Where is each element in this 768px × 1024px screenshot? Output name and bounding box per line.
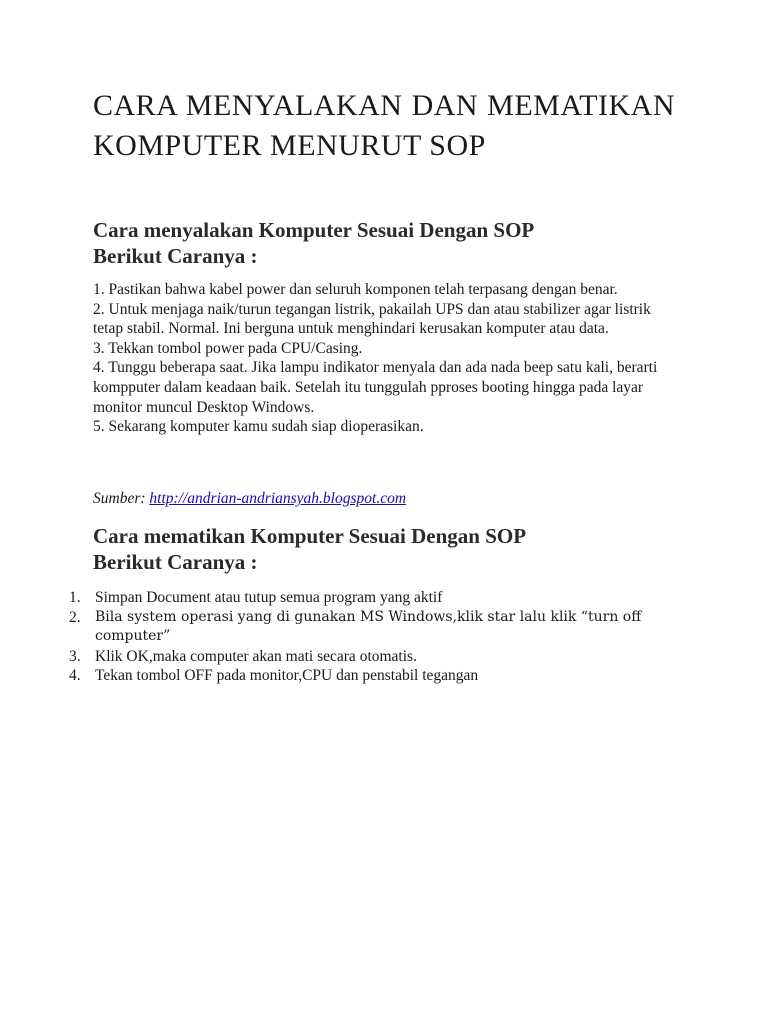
step-item: 2. Untuk menjaga naik/turun tegangan listrik, pakailah UPS dan atau stabilizer agar listrik tetap stabil. Normal. Ini berguna untuk menghindari kerusakan komputer atau data.: [93, 300, 651, 338]
list-item-text: Klik OK,maka computer akan mati secara otomatis.: [95, 647, 417, 665]
section2-heading-line1: Cara mematikan Komputer Sesuai Dengan SOP: [93, 524, 527, 548]
power-on-steps: [93, 280, 678, 437]
list-item-number: 4.: [69, 667, 81, 685]
section1-heading: [93, 217, 673, 269]
source-link[interactable]: http://andrian-andriansyah.blogspot.com: [149, 490, 407, 507]
list-item-number: 3.: [69, 647, 81, 665]
step-item: 3. Tekkan tombol power pada CPU/Casing.: [93, 339, 363, 357]
list-item-number: 1.: [69, 589, 81, 606]
step-item: 5. Sekarang komputer kamu sudah siap dioperasikan.: [93, 418, 424, 436]
list-item: [62, 666, 682, 686]
source-line: [93, 489, 406, 509]
list-item-number: 2.: [69, 608, 81, 626]
source-label: Sumber:: [93, 490, 146, 507]
section2-heading: [93, 523, 673, 575]
list-item-text: Tekan tombol OFF pada monitor,CPU dan penstabil tegangan: [95, 667, 479, 685]
list-item-text: Bila system operasi yang di gunakan MS Windows,klik star lalu klik “turn off computer”: [95, 608, 642, 645]
section2-heading-line2: Berikut Caranya :: [93, 550, 258, 574]
list-item: [62, 608, 682, 647]
list-item-text: Simpan Document atau tutup semua program yang aktif: [95, 589, 443, 606]
section1-heading-line1: Cara menyalakan Komputer Sesuai Dengan SOP: [93, 218, 535, 242]
document-title: CARA MENYALAKAN DAN MEMATIKAN KOMPUTER MENURUT SOP: [93, 89, 675, 162]
step-item: 1. Pastikan bahwa kabel power dan seluruh komponen telah terpasang dengan benar.: [93, 281, 618, 298]
step-item: 4. Tunggu beberapa saat. Jika lampu indikator menyala dan ada nada beep satu kali, berarti kompputer dalam keadaan baik. Setelah itu tunggulah pproses booting hingga pada layar monitor muncul Desktop Windows.: [93, 359, 658, 416]
list-item: [62, 647, 682, 667]
list-item: [62, 588, 682, 608]
section1-heading-line2: Berikut Caranya :: [93, 244, 258, 268]
power-off-list: [62, 588, 682, 686]
